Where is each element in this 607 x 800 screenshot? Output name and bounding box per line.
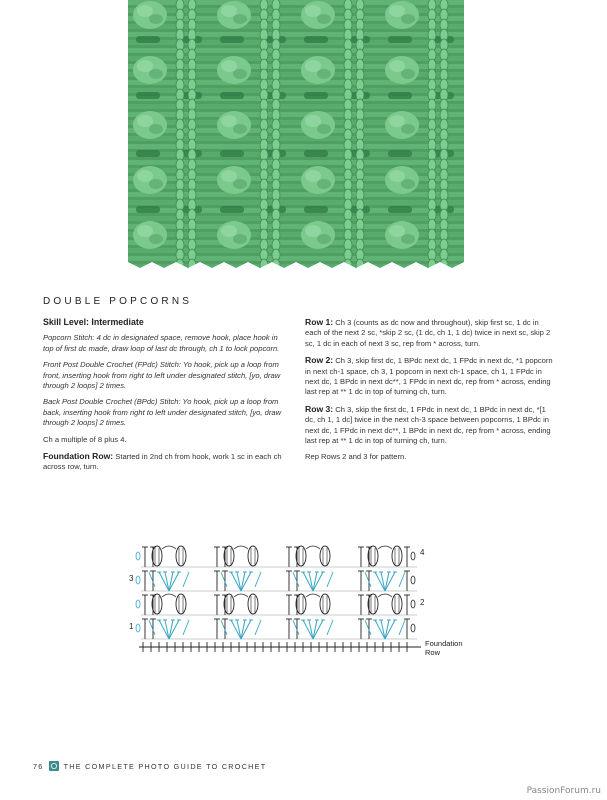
foundation-row-text: Started in 2nd ch from hook, work 1 sc in each ch across row, turn.: [43, 452, 282, 472]
row-2: [305, 355, 557, 398]
stitch-chart: [125, 535, 480, 660]
page-footer: [33, 759, 266, 773]
row-3-label: Row 3:: [305, 403, 334, 414]
chart-foundation-label-2: Row: [425, 648, 441, 657]
row-2-text: Ch 3, skip first dc, 1 BPdc next dc, 1 FPdc in next dc, *1 popcorn in next ch-1 space, ch 3, 1 popcorn in next ch-1 space, ch 1, 1 FPdc in next dc, 1 BPdc in next dc**, 1 FPdc in next dc, rep from * across, ending last rep at ** 1 dc in top of turning ch, turn.: [305, 356, 553, 397]
row-3-text: Ch 3, skip the first dc, 1 FPdc in next dc, 1 BPdc in next dc, *[1 dc, ch 1, 1 dc] twice in the next ch-3 space between popcorns, 1 BPdc in next dc, 1 FPdc in next dc**, 1 BPdc in next dc, rep from * across, ending last rep at ** 1 dc in top of turning ch, turn.: [305, 404, 551, 446]
fpdc-stitch-def: Front Post Double Crochet (FPdc) Stitch: Yo hook, pick up a loop from front, inserting hook from right to left under designated stitch, [yo, draw through 2 loops] 2 times.: [43, 360, 281, 391]
repeat-note: Rep Rows 2 and 3 for pattern.: [305, 452, 407, 462]
book-title: THE COMPLETE PHOTO GUIDE TO CROCHET: [63, 761, 267, 771]
chart-row-label-4: 4: [420, 548, 425, 557]
row-1-label: Row 1:: [305, 317, 334, 327]
section-title: DOUBLE POPCORNS: [43, 296, 193, 307]
swatch-photo: [128, 0, 464, 272]
bpdc-stitch-def: Back Post Double Crochet (BPdc) Stitch: Yo hook, pick up a loop from back, inserting hook from right to left under designated stitch, [yo, draw through 2 loops] 2 times.: [43, 397, 282, 428]
chart-row-label-1: 1: [129, 622, 134, 631]
watermark: PassionForum.ru: [526, 786, 601, 796]
row-2-label: Row 2:: [305, 355, 334, 366]
chart-row-label-3: 3: [129, 574, 134, 583]
row-3: [305, 404, 557, 447]
foundation-row: [43, 451, 288, 473]
book-logo-icon: [49, 761, 59, 771]
page-number: 76: [33, 761, 44, 771]
chain-multiple: Ch a multiple of 8 plus 4.: [43, 434, 127, 444]
row-1-text: Ch 3 (counts as dc now and throughout), skip first sc, 1 dc in each of the next 2 sc, *skip 2 sc, (1 dc, ch 1, 1 dc) twice in next sc, skip 2 sc, 1 dc in each of next 3 sc, rep from * across, turn.: [305, 318, 551, 348]
right-column: [305, 317, 557, 469]
row-1: [305, 317, 557, 349]
left-column: [43, 317, 288, 479]
popcorn-stitch-def: Popcorn Stitch: 4 dc in designated space, remove hook, place hook in top of first dc made, draw loop of last dc through, ch 1 to lock popcorn.: [43, 333, 280, 353]
chart-row-label-2: 2: [420, 598, 425, 607]
skill-level: Skill Level: Intermediate: [43, 317, 144, 327]
chart-foundation-label: Foundation: [425, 639, 463, 648]
foundation-row-label: Foundation Row:: [43, 451, 114, 462]
